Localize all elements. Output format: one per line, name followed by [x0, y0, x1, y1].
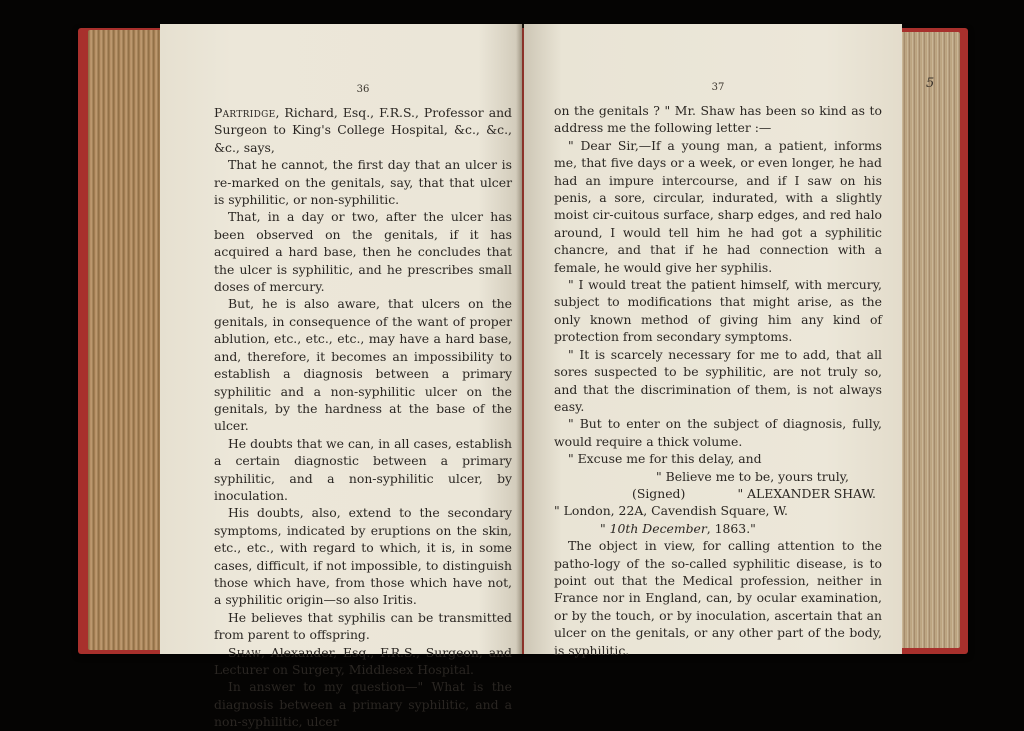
right-page: [524, 24, 902, 658]
letter-paragraph: " I would treat the patient himself, with mercury, subject to modifications that might arise, as the only known method of giving him any kind of protection from secondary symptoms.: [554, 277, 882, 345]
signature: " ALEXANDER SHAW.: [737, 485, 876, 501]
shaw-details: , Alexander, Esq., F.R.S., Surgeon, and Lecturer on Surgery, Middlesex Hospital.: [214, 644, 512, 677]
shaw-name: Shaw: [228, 644, 261, 660]
letter-paragraph: " It is scarcely necessary for me to add, that all sores suspected to be syphilitic, are not truly so, and that the discrimination of them, is not always easy.: [554, 346, 882, 414]
letter-paragraph: " Excuse me for this delay, and: [568, 451, 762, 467]
date-italic: 10th December: [609, 520, 707, 536]
letter-paragraph: " Dear Sir,—If a young man, a patient, informs me, that five days or a week, or even longer, he had had an impure intercourse, and if I saw on his penis, a sore, circular, indurated, with a slightly moist cir-cuitous surface, sharp edges, and red halo around, I would tell him he had got a syphilitic chancre, and that if he had connection with a female, he would give her syphilis.: [554, 137, 882, 275]
paragraph: He believes that syphilis can be transmitted from parent to offspring.: [214, 609, 512, 643]
date-quote: ": [600, 520, 610, 536]
letter-address: " London, 22A, Cavendish Square, W.: [554, 503, 788, 519]
paragraph: But, he is also aware, that ulcers on the genitals, in consequence of the want of proper ablution, etc., etc., etc., may have a hard base, and, therefore, it becomes an impossibility to establish a diagnosis between a primary syphilitic and a non-syphilitic ulcer on the genitals, by the hardness at the base of the ulcer.: [214, 296, 512, 434]
letter-closing: " Believe me to be, yours truly,: [656, 468, 849, 484]
page-number: 37: [711, 82, 725, 93]
left-page-edges: [88, 30, 164, 650]
paragraph: The object in view, for calling attention to the patho-logy of the so-called syphilitic disease, is to point out that the Medical profession, neither in France nor in England, can, by ocular examination, or by the touch, or by inoculation, ascertain that an ulcer on the genitals, or any other part of the body, is syphilitic.: [554, 538, 882, 658]
letter-date: [554, 520, 882, 537]
signature-row: [554, 485, 882, 502]
partridge-name: Partridge: [214, 105, 276, 120]
right-page-edges: [896, 32, 960, 648]
paragraph: That he cannot, the first day that an ulcer is re-marked on the genitals, say, that that ulcer is syphilitic, or non-syphilitic.: [214, 157, 512, 208]
paragraph: He doubts that we can, in all cases, establish a certain diagnostic between a primary syphilitic, and a non-syphilitic ulcer, by inoculation.: [214, 435, 512, 503]
paragraph: That, in a day or two, after the ulcer has been observed on the genitals, if it has acquired a hard base, then he concludes that the ulcer is syphilitic, and he prescribes small doses of mercury.: [214, 209, 512, 295]
date-year: , 1863.": [706, 520, 756, 536]
paragraph: on the genitals ? " Mr. Shaw has been so kind as to address me the following letter :—: [554, 103, 882, 136]
letter-paragraph: " But to enter on the subject of diagnosis, fully, would require a thick volume.: [554, 416, 882, 449]
partridge-entry: [214, 104, 512, 156]
paragraph: His doubts, also, extend to the secondary symptoms, indicated by eruptions on the skin, etc., etc., with regard to which, it is, in some cases, difficult, if not impossible, to distinguish those which have, from those which have not, a syphilitic origin—so also Iritis.: [214, 505, 512, 608]
margin-note: 5: [926, 76, 935, 91]
page-number: 36: [356, 84, 370, 95]
partridge-details: , Richard, Esq., F.R.S., Professor and Surgeon to King's College Hospital, &c., &c., &c., says,: [214, 105, 512, 155]
left-page: [160, 24, 522, 730]
signed-label: (Signed): [632, 485, 686, 501]
paragraph: In answer to my question—" What is the diagnosis between a primary syphilitic, and a non-syphilitic, ulcer: [214, 679, 512, 730]
shaw-entry: [214, 644, 512, 679]
